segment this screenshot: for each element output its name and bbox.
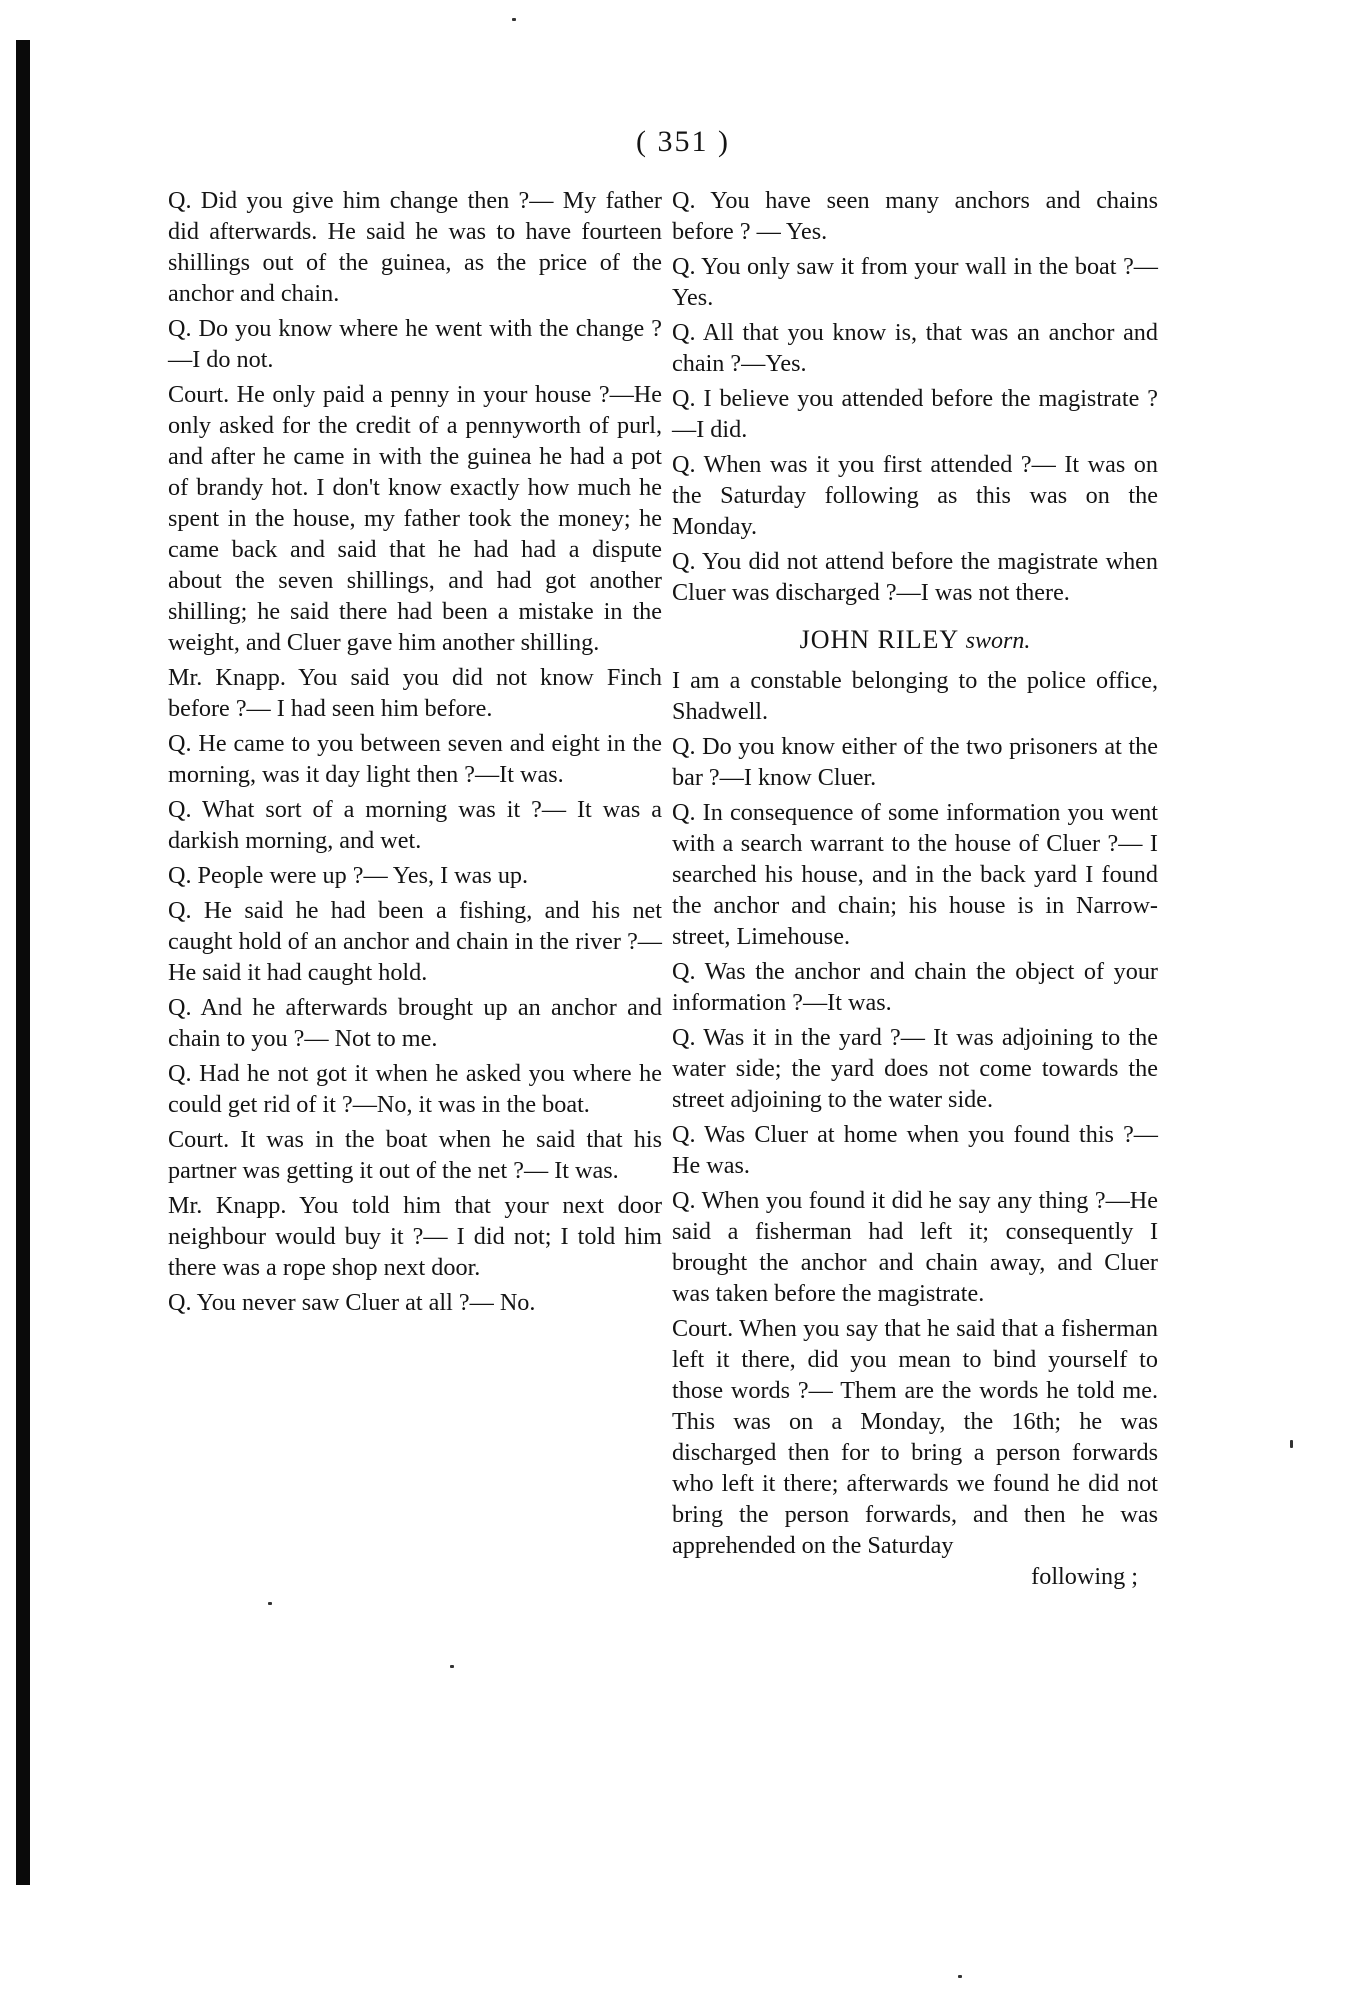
paragraph: Mr. Knapp. You told him that your next door neighbour would buy it ?— I did not; I told him there was a rope shop next door. (168, 1192, 662, 1281)
paragraph: Q. You never saw Cluer at all ?— No. (168, 1289, 536, 1316)
paragraph: Q. You have seen many anchors and chains before ? — Yes. (672, 187, 1158, 245)
scan-speck (268, 1602, 272, 1605)
left-column (168, 185, 662, 1318)
paragraph: Q. He came to you between seven and eight in the morning, was it day light then ?—It was. (168, 730, 662, 788)
witness-name: JOHN RILEY (799, 625, 959, 654)
scan-speck (958, 1975, 962, 1978)
scan-speck (450, 1665, 454, 1668)
paragraph: Mr. Knapp. You said you did not know Finch before ?— I had seen him before. (168, 664, 662, 722)
paragraph: Court. He only paid a penny in your house ?—He only asked for the credit of a pennyworth of purl, and after he came in with the guinea he had a pot of brandy hot. I don't know exactly how much he spent in the house, my father took the money; he came back and said that he had had a dispute about the seven shillings, and had got another shilling; he said there had been a mistake in the weight, and Cluer gave him another shilling. (168, 381, 662, 656)
paragraph: Q. Had he not got it when he asked you where he could get rid of it ?—No, it was in the boat. (168, 1060, 662, 1118)
paragraph: Q. And he afterwards brought up an anchor and chain to you ?— Not to me. (168, 994, 662, 1052)
paragraph: Q. When was it you first attended ?— It was on the Saturday following as this was on the Monday. (672, 451, 1158, 540)
witness-heading (672, 624, 1158, 657)
paragraph: Q. Did you give him change then ?— My father did afterwards. He said he was to have fourteen shillings out of the guinea, as the price of the anchor and chain. (168, 187, 662, 307)
paragraph: Q. In consequence of some information you went with a search warrant to the house of Cluer ?— I searched his house, and in the back yard I found the anchor and chain; his house is in Narrow-street, Limehouse. (672, 799, 1158, 950)
paragraph: I am a constable belonging to the police office, Shadwell. (672, 667, 1158, 725)
scan-speck (512, 18, 516, 21)
paragraph: Q. All that you know is, that was an anchor and chain ?—Yes. (672, 319, 1158, 377)
paragraph: Q. Was Cluer at home when you found this ?—He was. (672, 1121, 1158, 1179)
paragraph: Q. Was it in the yard ?— It was adjoining to the water side; the yard does not come towards the street adjoining to the water side. (672, 1024, 1158, 1113)
paragraph: Q. What sort of a morning was it ?— It was a darkish morning, and wet. (168, 796, 662, 854)
paragraph: Q. When you found it did he say any thing ?—He said a fisherman had left it; consequently I brought the anchor and chain away, and Cluer was taken before the magistrate. (672, 1187, 1158, 1307)
book-spine-shadow (16, 40, 30, 1885)
scan-speck (1290, 1440, 1293, 1448)
witness-sworn: sworn. (965, 628, 1031, 654)
paragraph: Court. It was in the boat when he said that his partner was getting it out of the net ?— It was. (168, 1126, 662, 1184)
page-number: ( 351 ) (636, 125, 730, 158)
paragraph: Q. Was the anchor and chain the object of your information ?—It was. (672, 958, 1158, 1016)
paragraph: Q. You only saw it from your wall in the boat ?—Yes. (672, 253, 1158, 311)
paragraph: Q. I believe you attended before the magistrate ?—I did. (672, 385, 1158, 443)
catchword: following ; (1031, 1563, 1138, 1590)
paragraph: Q. People were up ?— Yes, I was up. (168, 862, 529, 889)
paragraph: Court. When you say that he said that a fisherman left it there, did you mean to bind yourself to those words ?— Them are the words he told me. This was on a Monday, the 16th; he was discharged then for to bring a person forwards who left it there; afterwards we found he did not bring the person forwards, and then he was apprehended on the Saturday (672, 1315, 1158, 1559)
paragraph: Q. Do you know either of the two prisoners at the bar ?—I know Cluer. (672, 733, 1158, 791)
right-column (672, 185, 1158, 1592)
paragraph: Q. You did not attend before the magistrate when Cluer was discharged ?—I was not there. (672, 548, 1158, 606)
paragraph: Q. He said he had been a fishing, and his net caught hold of an anchor and chain in the river ?— He said it had caught hold. (168, 897, 662, 986)
paragraph: Q. Do you know where he went with the change ?—I do not. (168, 315, 662, 373)
